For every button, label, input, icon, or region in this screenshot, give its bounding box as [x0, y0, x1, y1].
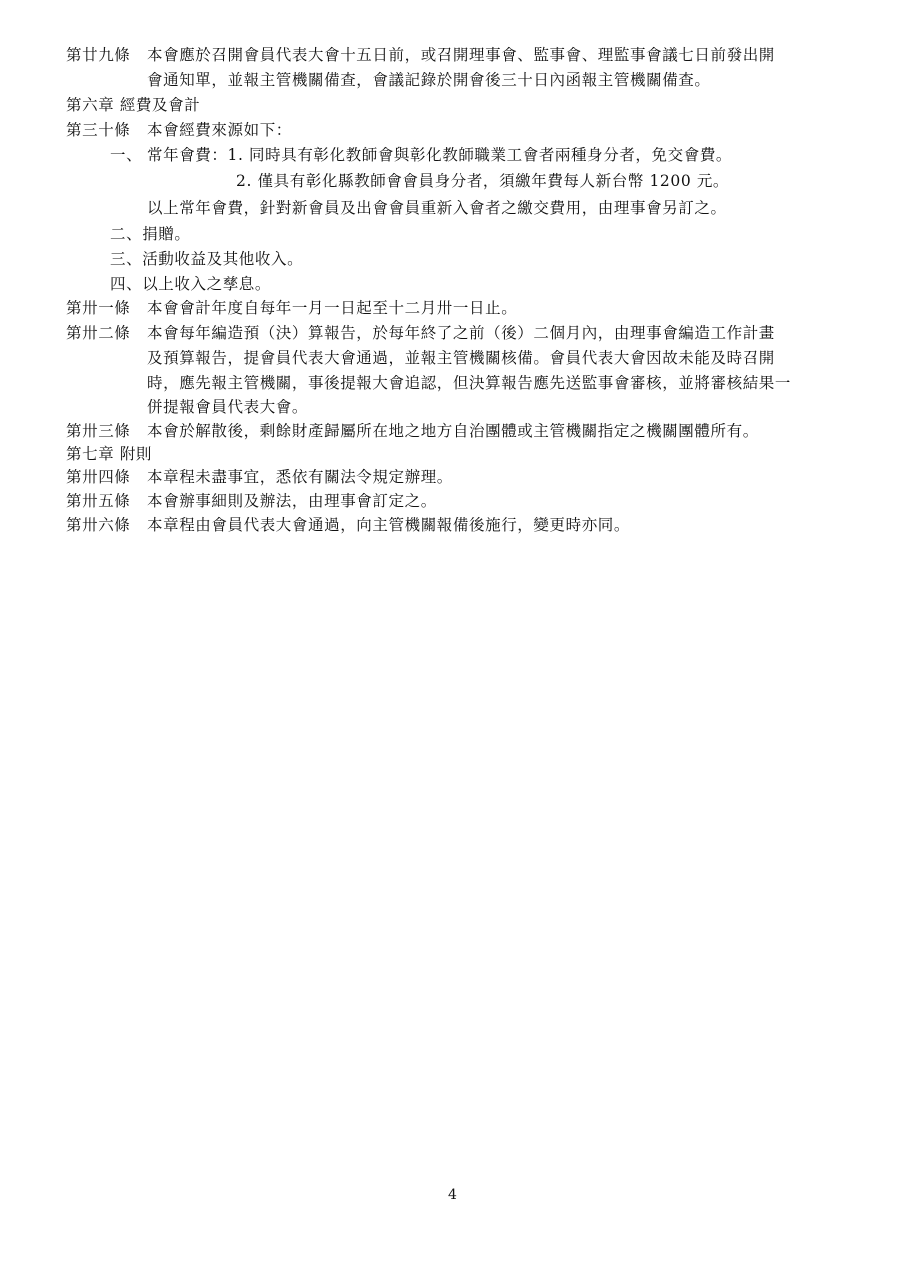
article-32-text-1: 本會每年編造預（決）算報告，於每年終了之前（後）二個月內，由理事會編造工作計畫 [147, 324, 775, 342]
article-35-label: 第卅五條 [66, 492, 131, 510]
article-32-label: 第卅二條 [66, 324, 131, 342]
article-32-text-2: 及預算報告，提會員代表大會通過，並報主管機關核備。會員代表大會因故未能及時召開 [147, 349, 775, 367]
article-33-text: 本會於解散後，剩餘財產歸屬所在地之地方自治團體或主管機關指定之機關團體所有。 [147, 422, 759, 440]
page-number: 4 [448, 1187, 457, 1203]
article-30-label: 第三十條 [66, 121, 131, 139]
chapter-7-title: 第七章 附則 [66, 445, 153, 463]
item-1-note-text: 以上常年會費，針對新會員及出會會員重新入會者之繳交費用，由理事會另訂之。 [147, 199, 727, 217]
article-33-label: 第卅三條 [66, 422, 131, 440]
article-30-text: 本會經費來源如下： [147, 121, 292, 139]
article-29-label: 第廿九條 [66, 46, 131, 64]
article-34-text: 本章程未盡事宜，悉依有關法令規定辦理。 [147, 468, 453, 486]
article-31-text: 本會會計年度自每年一月一日起至十二月卅一日止。 [147, 299, 518, 317]
article-31-label: 第卅一條 [66, 299, 131, 317]
article-36-label: 第卅六條 [66, 516, 131, 534]
item-2-text: 二、捐贈。 [110, 225, 191, 243]
article-35-text: 本會辦事細則及辦法，由理事會訂定之。 [147, 492, 437, 510]
article-36-text: 本章程由會員代表大會通過，向主管機關報備後施行，變更時亦同。 [147, 516, 631, 534]
item-3-text: 三、活動收益及其他收入。 [110, 250, 304, 268]
item-1-label: 一、 [110, 146, 143, 164]
item-4-text: 四、以上收入之孳息。 [110, 275, 272, 293]
article-32-text-3: 時，應先報主管機關，事後提報大會追認，但決算報告應先送監事會審核，並將審核結果一 [147, 374, 792, 392]
article-29-text-1: 本會應於召開會員代表大會十五日前，或召開理事會、監事會、理監事會議七日前發出開 [147, 46, 775, 64]
article-29-text-2: 會通知單，並報主管機關備查，會議記錄於開會後三十日內函報主管機關備查。 [147, 71, 711, 89]
chapter-6-title: 第六章 經費及會計 [66, 96, 201, 114]
item-1-sub-2-text: 2. 僅具有彰化縣教師會會員身分者，須繳年費每人新台幣 1200 元。 [236, 172, 730, 190]
item-1-text: 常年會費：1. 同時具有彰化教師會與彰化教師職業工會者兩種身分者，免交會費。 [147, 146, 733, 164]
article-32-text-4: 併提報會員代表大會。 [147, 398, 309, 416]
article-34-label: 第卅四條 [66, 468, 131, 486]
